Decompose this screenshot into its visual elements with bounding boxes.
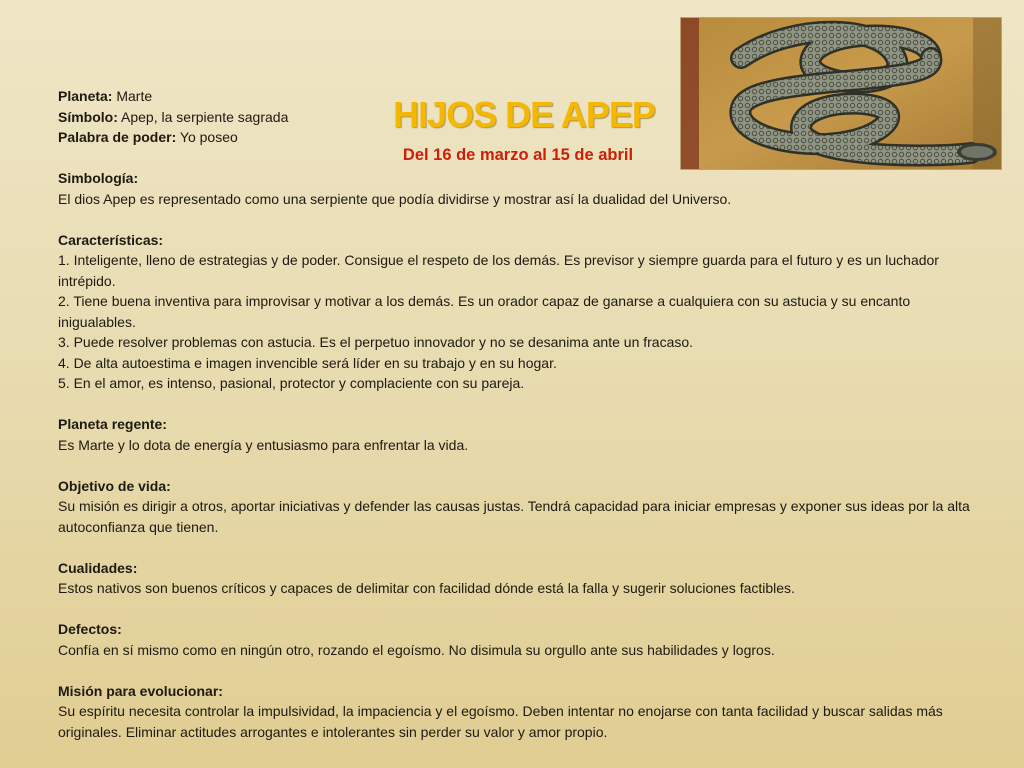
section-text: Confía en sí mismo como en ningún otro, rozando el egoísmo. No disimula su orgullo ante sus habilidades y logros. <box>58 641 775 658</box>
section <box>58 619 978 660</box>
section-text: El dios Apep es representado como una serpiente que podía dividirse y mostrar así la dualidad del Universo. <box>58 190 732 207</box>
section-text: 3. Puede resolver problemas con astucia. Es el perpetuo innovador y no se desanima ante un fracaso. <box>58 334 694 350</box>
section <box>58 558 978 599</box>
section-heading: Planeta regente: <box>58 416 167 432</box>
section-text: Estos nativos son buenos críticos y capaces de delimitar con facilidad dónde está la falla y sugerir soluciones factibles. <box>58 580 795 596</box>
section-heading: Características: <box>58 231 164 248</box>
section-text: 2. Tiene buena inventiva para improvisar y motivar a los demás. Es un orador capaz de ganarse a cualquiera con su astucia y su encanto inigualables. <box>58 293 911 330</box>
section <box>58 414 978 455</box>
apep-serpent-image <box>680 17 1002 170</box>
planeta-row <box>58 86 288 107</box>
section-heading: Defectos: <box>58 621 122 637</box>
planeta-label: Planeta: <box>58 88 113 104</box>
section-heading: Cualidades: <box>58 559 138 576</box>
section-text: 1. Inteligente, lleno de estrategias y de poder. Consigue el respeto de los demás. Es previsor y siempre guarda para el futuro y es un luchador intrépido. <box>58 252 939 289</box>
section-text: Su misión es dirigir a otros, aportar iniciativas y defender las causas justas. Tendrá capacidad para iniciar empresas y exponer sus ideas por la alta autoconfianza que tienen. <box>58 498 970 535</box>
simbolo-row <box>58 107 288 128</box>
section-text: Es Marte y lo dota de energía y entusiasmo para enfrentar la vida. <box>58 436 469 453</box>
palabra-label: Palabra de poder: <box>58 129 177 145</box>
section <box>58 168 978 209</box>
page-subtitle: Del 16 de marzo al 15 de abril <box>402 146 634 164</box>
header-info <box>58 86 288 148</box>
simbolo-label: Símbolo: <box>58 108 118 125</box>
planeta-value: Marte <box>116 88 153 104</box>
section-text: Su espíritu necesita controlar la impulsividad, la impaciencia y el egoísmo. Deben intentar no enojarse con tanta facilidad y buscar salidas más originales. Eliminar actitudes arrogantes e intolerantes sin perder su valor y amor propio. <box>58 703 943 740</box>
section-heading: Objetivo de vida: <box>58 477 171 494</box>
section <box>58 681 978 743</box>
section-heading: Simbología: <box>58 170 139 186</box>
palabra-row <box>58 127 288 148</box>
section <box>58 230 978 394</box>
simbolo-value: Apep, la serpiente sagrada <box>121 108 289 125</box>
section <box>58 476 978 538</box>
section-text: 5. En el amor, es intenso, pasional, protector y complaciente con su pareja. <box>58 375 525 391</box>
section-heading: Misión para evolucionar: <box>58 682 223 699</box>
page-title: HIJOS DE APEP <box>393 94 655 135</box>
palabra-value: Yo poseo <box>179 129 238 145</box>
content <box>58 168 978 763</box>
section-text: 4. De alta autoestima e imagen invencible será líder en su trabajo y en su hogar. <box>58 354 557 371</box>
